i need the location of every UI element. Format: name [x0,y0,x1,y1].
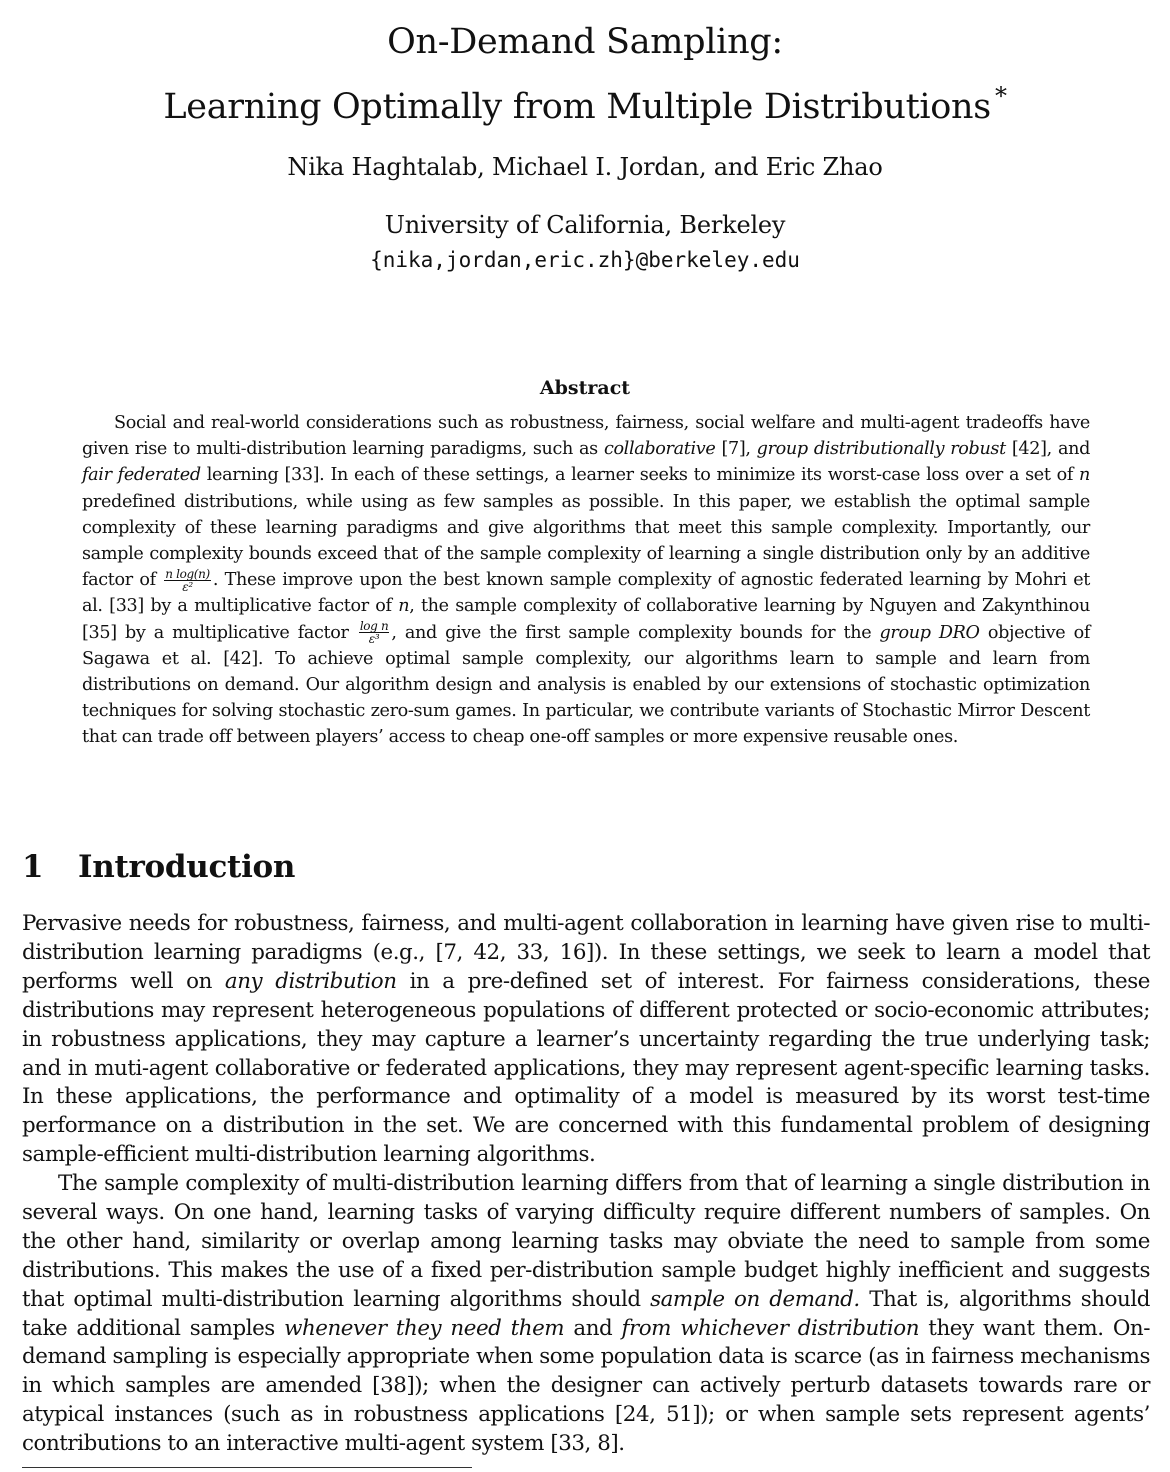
paragraph-text: That is, algorithms should take additional samples [22,1286,1150,1341]
paragraph-text: The sample complexity of multi-distribution learning differs from that of learning a single distribution in several ways. On one hand, learning tasks of varying difficulty require different numbers of samples. On the other hand, similarity or overlap among learning tasks may obviate the need to sample from some distributions. This makes the use of a fixed per-distribution sample budget highly inefficient and suggests that optimal multi-distribution learning algorithms should [22,1171,1150,1312]
abstract-heading: Abstract [539,377,631,399]
fraction-n-log-n-over-eps2 [164,568,211,593]
abstract-text: learning [33]. In each of these settings, a learner seeks to minimize its worst-case loss over a set of [200,465,1080,486]
fraction-numerator: n log(n) [165,566,210,581]
fraction-numerator: log n [359,619,389,634]
fraction-denominator: ε² [182,579,193,594]
abstract-text: [42], and [1005,439,1090,460]
paragraph-emphasis: whenever they need them [284,1315,565,1341]
intro-paragraph-2 [22,1170,1150,1459]
paragraph-emphasis: any distribution [224,968,397,994]
author-emails: {nika,jordan,eric.zh}@berkeley.edu [370,248,800,272]
affiliation: University of California, Berkeley [384,211,786,239]
paragraph-text: in a pre-defined set of interest. For fairness considerations, these distributions may represent heterogeneous populations of different protected or socio-economic attributes; in robustness applications, they may capture a learner’s uncertainty regarding the true underlying task; and in muti-agent collaborative or federated applications, they may represent agent-specific learning tasks. In these applications, the performance and optimality of a model is measured by its worst test-time performance on a distribution in the set. We are concerned with this fundamental problem of designing sample-efficient multi-distribution learning algorithms. [22,968,1150,1168]
paragraph-emphasis: sample on demand. [650,1286,860,1312]
paragraph-text: Pervasive needs for robustness, fairness, and multi-agent collaboration in learning have given rise to multi-distribution learning paradigms (e.g., [7, 42, 33, 16]). In these settings, we seek to learn a model that performs well on [22,911,1150,994]
abstract-text: , and give the first sample complexity bounds for the [391,622,880,643]
abstract-emphasis: group distributionally robust [756,439,1006,460]
abstract-text: objective of Sagawa et al. [42]. To achieve optimal sample complexity, our algorithms learn to sample and learn from distributions on demand. Our algorithm design and analysis is enabled by our extensions of stochastic optimization techniques for solving stochastic zero-sum games. In particular, we contribute variants of Stochastic Mirror Descent that can trade off between players’ access to cheap one-off samples or more expensive reusable ones. [82,622,1090,748]
abstract-emphasis: collaborative [603,439,716,460]
section-heading-introduction [22,842,295,892]
title-line-1-text: On-Demand Sampling: [387,22,783,62]
paper-title-line-1 [0,16,1170,68]
fraction-log-n-over-eps3 [359,620,390,645]
author-list: Nika Haghtalab, Michael I. Jordan, and Eric Zhao [287,153,883,181]
footnote-divider [22,1467,472,1468]
intro-paragraph-1 [22,910,1150,1170]
paragraph-emphasis: from whichever distribution [621,1315,920,1341]
abstract-text: , the sample complexity of collaborative learning by Nguyen and Zakynthinou [35] by a multiplicative factor [82,596,1090,643]
section-title: Introduction [78,849,296,885]
section-number: 1 [22,849,44,885]
citation: [7], [715,439,757,460]
paragraph-text: and [564,1315,622,1341]
abstract-emphasis: group DRO [879,622,980,643]
title-footnote-mark[interactable]: * [994,82,1007,110]
abstract-emphasis: fair federated [82,465,201,486]
abstract-text: . These improve upon the best known sample complexity of agnostic federated learning by Mohri et al. [33] by a multiplicative factor of [82,570,1091,617]
abstract-text: Social and real-world considerations such as robustness, fairness, social welfare and multi-agent tradeoffs have given rise to multi-distribution learning paradigms, such as [82,413,1090,460]
paper-title-line-2 [0,70,1170,133]
abstract-text: predefined distributions, while using as few samples as possible. In this paper, we establish the optimal sample complexity of these learning paradigms and give algorithms that meet this sample complexity. Importantly, our sample complexity bounds exceed that of the sample complexity of learning a single distribution only by an additive factor of [82,491,1090,591]
title-line-2-text: Learning Optimally from Multiple Distributions [163,87,991,127]
math-variable: n [398,596,410,617]
paragraph-text: they want them. On-demand sampling is especially appropriate when some population data is scarce (as in fairness mechanisms in which samples are amended [38]); when the designer can actively perturb datasets towards rare or atypical instances (such as in robustness applications [24, 51]); or when sample sets represent agents’ contributions to an interactive multi-agent system [33, 8]. [22,1315,1151,1457]
math-variable: n [1079,465,1090,486]
abstract-body [82,410,1090,751]
fraction-denominator: ε³ [368,632,380,647]
